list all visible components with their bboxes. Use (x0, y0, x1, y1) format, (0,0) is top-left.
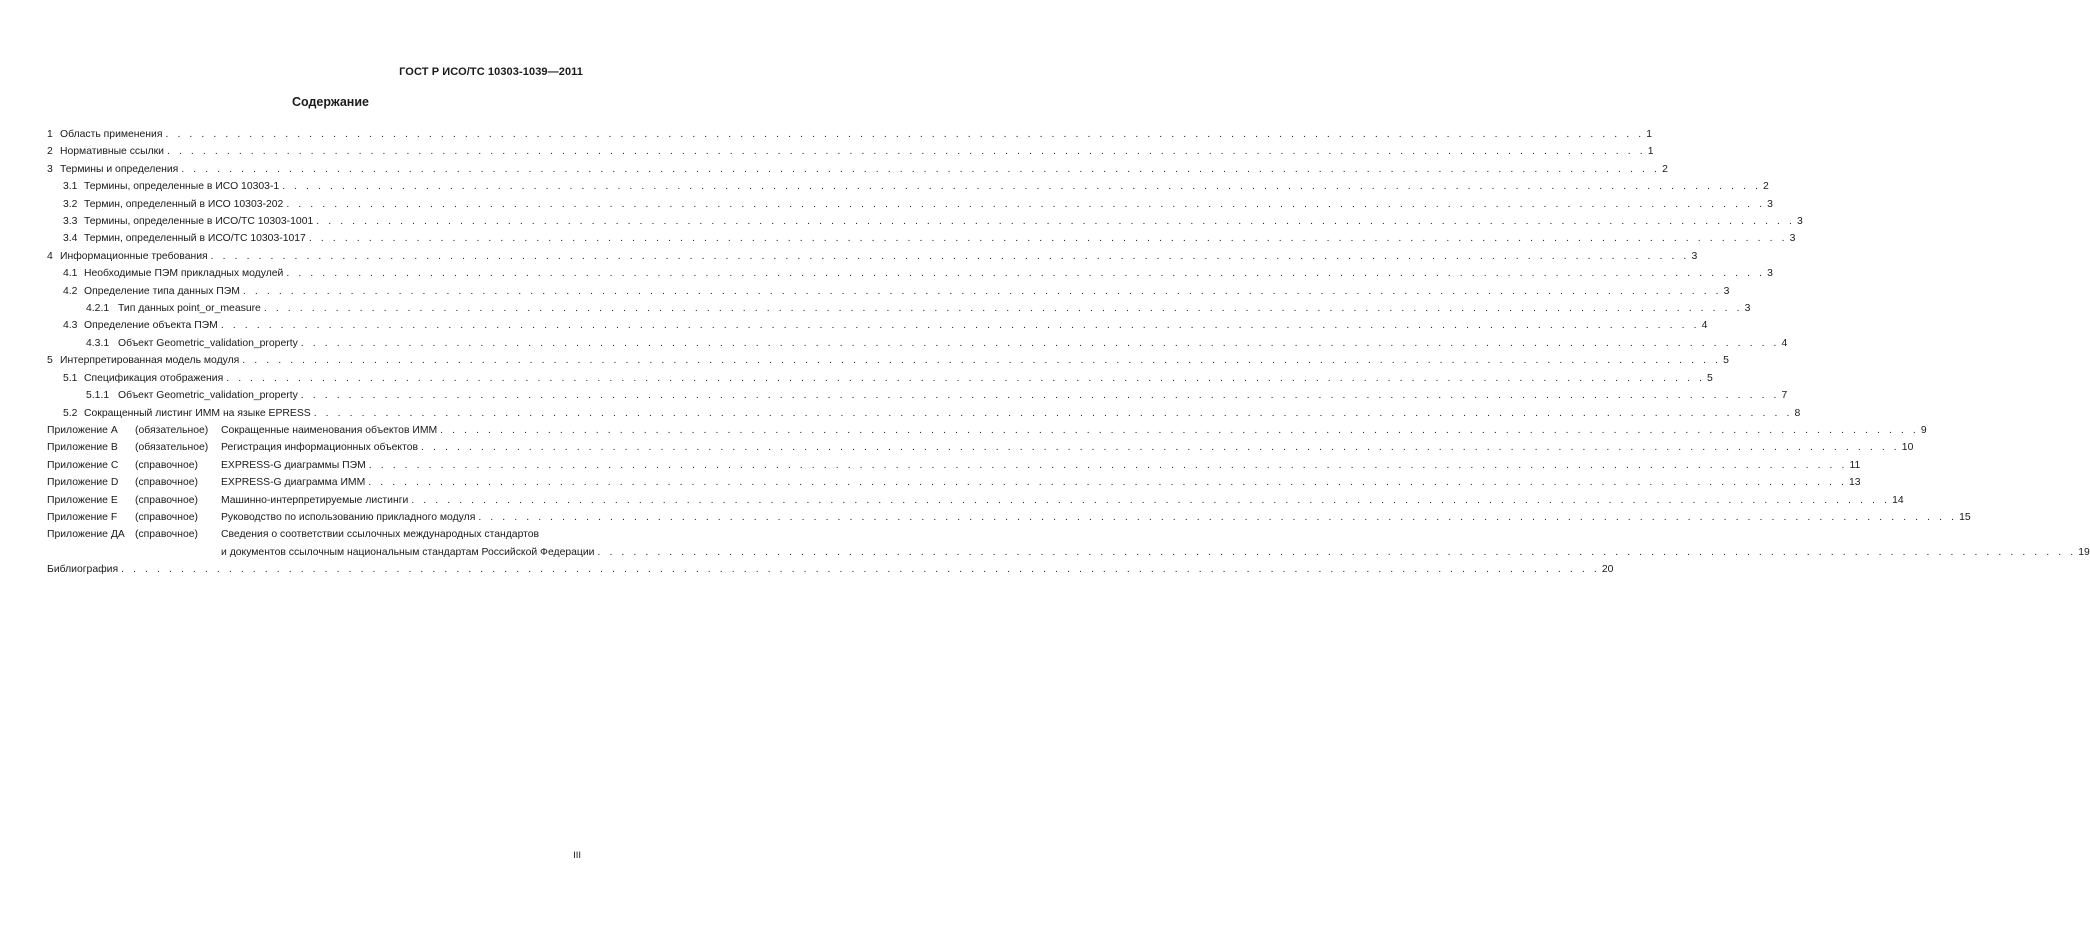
toc-label: Тип данных point_or_measure (118, 303, 261, 315)
toc-number: 3.1 (63, 181, 78, 193)
leader-dots (286, 196, 1765, 213)
toc-page: 15 (1959, 511, 1971, 523)
appendix-number: Приложение ДА (47, 529, 125, 541)
toc-number: 5.1.1 (86, 390, 110, 402)
toc-number: 2 (47, 146, 53, 158)
toc-label: Информационные требования (60, 250, 208, 262)
toc-label: Необходимые ПЭМ прикладных модулей (84, 268, 284, 280)
toc-page: 13 (1849, 477, 1861, 489)
toc-appendix-b[interactable] (47, 439, 1914, 456)
leader-dots (242, 352, 1721, 369)
leader-dots (316, 213, 1795, 230)
leader-dots (421, 439, 1900, 456)
toc-label: Термины, определенные в ИСО/ТС 10303-1001 (84, 216, 314, 228)
toc-label: EXPRESS-G диаграммы ПЭМ (221, 459, 366, 471)
toc-page: 5 (1706, 372, 1713, 384)
appendix-type: (обязательное) (135, 424, 209, 436)
toc-number: 5.1 (63, 372, 78, 384)
toc-number: 3.2 (63, 198, 78, 210)
toc-page: 11 (1849, 459, 1861, 471)
page-number: III (573, 850, 581, 861)
leader-dots (165, 126, 1644, 143)
toc-bibliography[interactable] (47, 561, 1614, 578)
toc-label: Сокращенный листинг ИММ на языке EPRESS (84, 407, 311, 419)
toc-page: 3 (1723, 285, 1730, 297)
toc-page: 9 (1920, 424, 1927, 436)
toc-number: 4.3 (63, 320, 78, 332)
toc-label: Руководство по использованию прикладного модуля (221, 511, 476, 523)
toc-number: 4 (47, 250, 53, 262)
leader-dots (181, 161, 1660, 178)
leader-dots (221, 317, 1700, 334)
toc-entry-1[interactable] (47, 126, 1653, 143)
toc-label-line2: и документов ссылочным национальным стандартам Российской Федерации (221, 546, 595, 558)
leader-dots (440, 422, 1919, 439)
toc-appendix-a[interactable] (47, 422, 1927, 439)
toc-label: Термины и определения (60, 163, 179, 175)
leader-dots (309, 230, 1788, 247)
toc-entry-3-1[interactable] (47, 178, 1769, 195)
appendix-type: (справочное) (135, 529, 198, 541)
leader-dots (167, 143, 1646, 160)
leader-dots (286, 265, 1765, 282)
toc-page: 4 (1781, 337, 1788, 349)
appendix-number: Приложение Е (47, 494, 118, 506)
toc-label: Область применения (60, 129, 163, 140)
toc-entry-4[interactable] (47, 248, 1698, 265)
toc-appendix-da[interactable] (47, 526, 2090, 561)
toc-entry-5-1-1[interactable] (47, 387, 1788, 404)
toc-page: 1 (1647, 146, 1654, 158)
toc-page: 14 (1892, 494, 1904, 506)
toc-label: Определение типа данных ПЭМ (84, 285, 240, 297)
toc-number: 3.3 (63, 216, 78, 228)
toc-page: 7 (1781, 390, 1788, 402)
appendix-number: Приложение D (47, 477, 119, 489)
toc-appendix-d[interactable] (47, 474, 1861, 491)
toc-label: Термин, определенный в ИСО 10303-202 (84, 198, 284, 210)
leader-dots (368, 474, 1847, 491)
toc-entry-4-1[interactable] (47, 265, 1773, 282)
toc-entry-3-2[interactable] (47, 196, 1773, 213)
toc-number: 4.3.1 (86, 337, 110, 349)
appendix-number: Приложение С (47, 459, 119, 471)
appendix-number: Приложение А (47, 424, 118, 436)
toc-page: 3 (1789, 233, 1796, 245)
toc-page: 10 (1901, 442, 1914, 454)
toc-page: 1 (1646, 129, 1653, 140)
toc-page: 20 (1601, 564, 1614, 576)
leader-dots (211, 248, 1690, 265)
toc-number: 4.1 (63, 268, 78, 280)
toc-entry-4-2[interactable] (47, 283, 1730, 300)
toc-page: 3 (1767, 198, 1773, 210)
toc-label: Объект Geometric_validation_property (118, 337, 298, 349)
toc-page: 8 (1794, 407, 1801, 419)
leader-dots (478, 509, 1957, 526)
toc-page: 2 (1762, 181, 1769, 193)
toc-number: 4.2 (63, 285, 78, 297)
leader-dots (226, 370, 1705, 387)
toc-label: Интерпретированная модель модуля (60, 355, 240, 367)
appendix-type: (справочное) (135, 459, 198, 471)
toc-entry-4-2-1[interactable] (47, 300, 1751, 317)
toc-page: 19 (2078, 546, 2090, 558)
appendix-type: (справочное) (135, 477, 198, 489)
toc-label: Термины, определенные в ИСО 10303-1 (84, 181, 280, 193)
toc-label: Библиография (47, 564, 119, 576)
leader-dots (121, 561, 1600, 578)
leader-dots (597, 544, 2076, 561)
toc-label-line1: Сведения о соответствии ссылочных международных стандартов (221, 529, 540, 541)
table-of-contents (47, 126, 2090, 579)
toc-page: 3 (1691, 250, 1698, 262)
toc-label: Термин, определенный в ИСО/ТС 10303-1017 (84, 233, 306, 245)
toc-page: 5 (1723, 355, 1729, 367)
toc-page: 4 (1701, 320, 1708, 332)
toc-page: 2 (1662, 163, 1668, 175)
toc-appendix-e[interactable] (47, 492, 1904, 509)
toc-entry-3-4[interactable] (47, 230, 1796, 247)
leader-dots (314, 405, 1793, 422)
toc-label: Регистрация информационных объектов (221, 442, 419, 454)
appendix-type: (обязательное) (135, 442, 209, 454)
toc-page: 3 (1744, 303, 1751, 315)
toc-label: EXPRESS-G диаграмма ИММ (221, 477, 366, 489)
toc-page: 3 (1797, 216, 1803, 228)
toc-appendix-c[interactable] (47, 457, 1861, 474)
document-header: ГОСТ Р ИСО/ТС 10303-1039—2011 (399, 66, 583, 78)
leader-dots (301, 387, 1780, 404)
toc-number: 5 (47, 355, 53, 367)
toc-label: Машинно-интерпретируемые листинги (221, 494, 409, 506)
leader-dots (243, 283, 1722, 300)
toc-label: Нормативные ссылки (60, 146, 164, 158)
toc-entry-4-3-1[interactable] (47, 335, 1788, 352)
toc-entry-3-3[interactable] (47, 213, 1803, 230)
toc-appendix-f[interactable] (47, 509, 1971, 526)
toc-entry-4-3[interactable] (47, 317, 1708, 334)
toc-number: 3 (47, 163, 53, 175)
toc-entry-5-2[interactable] (47, 405, 1801, 422)
toc-label: Сокращенные наименования объектов ИММ (221, 424, 438, 436)
toc-label: Объект Geometric_validation_property (118, 390, 298, 402)
toc-entry-5[interactable] (47, 352, 1729, 369)
appendix-number: Приложение В (47, 442, 118, 454)
leader-dots (411, 492, 1890, 509)
toc-number: 4.2.1 (86, 303, 110, 315)
appendix-type: (справочное) (135, 511, 198, 523)
toc-entry-3[interactable] (47, 161, 1668, 178)
leader-dots (301, 335, 1780, 352)
leader-dots (282, 178, 1761, 195)
toc-number: 5.2 (63, 407, 78, 419)
toc-number: 3.4 (63, 233, 78, 245)
page-title: Содержание (291, 95, 369, 109)
appendix-number: Приложение F (47, 511, 118, 523)
toc-entry-2[interactable] (47, 143, 1654, 160)
toc-entry-5-1[interactable] (47, 370, 1713, 387)
leader-dots (264, 300, 1743, 317)
leader-dots (369, 457, 1848, 474)
toc-page: 3 (1767, 268, 1773, 280)
appendix-type: (справочное) (135, 494, 198, 506)
toc-number: 1 (47, 129, 53, 140)
toc-label: Спецификация отображения (84, 372, 224, 384)
toc-label: Определение объекта ПЭМ (84, 320, 218, 332)
